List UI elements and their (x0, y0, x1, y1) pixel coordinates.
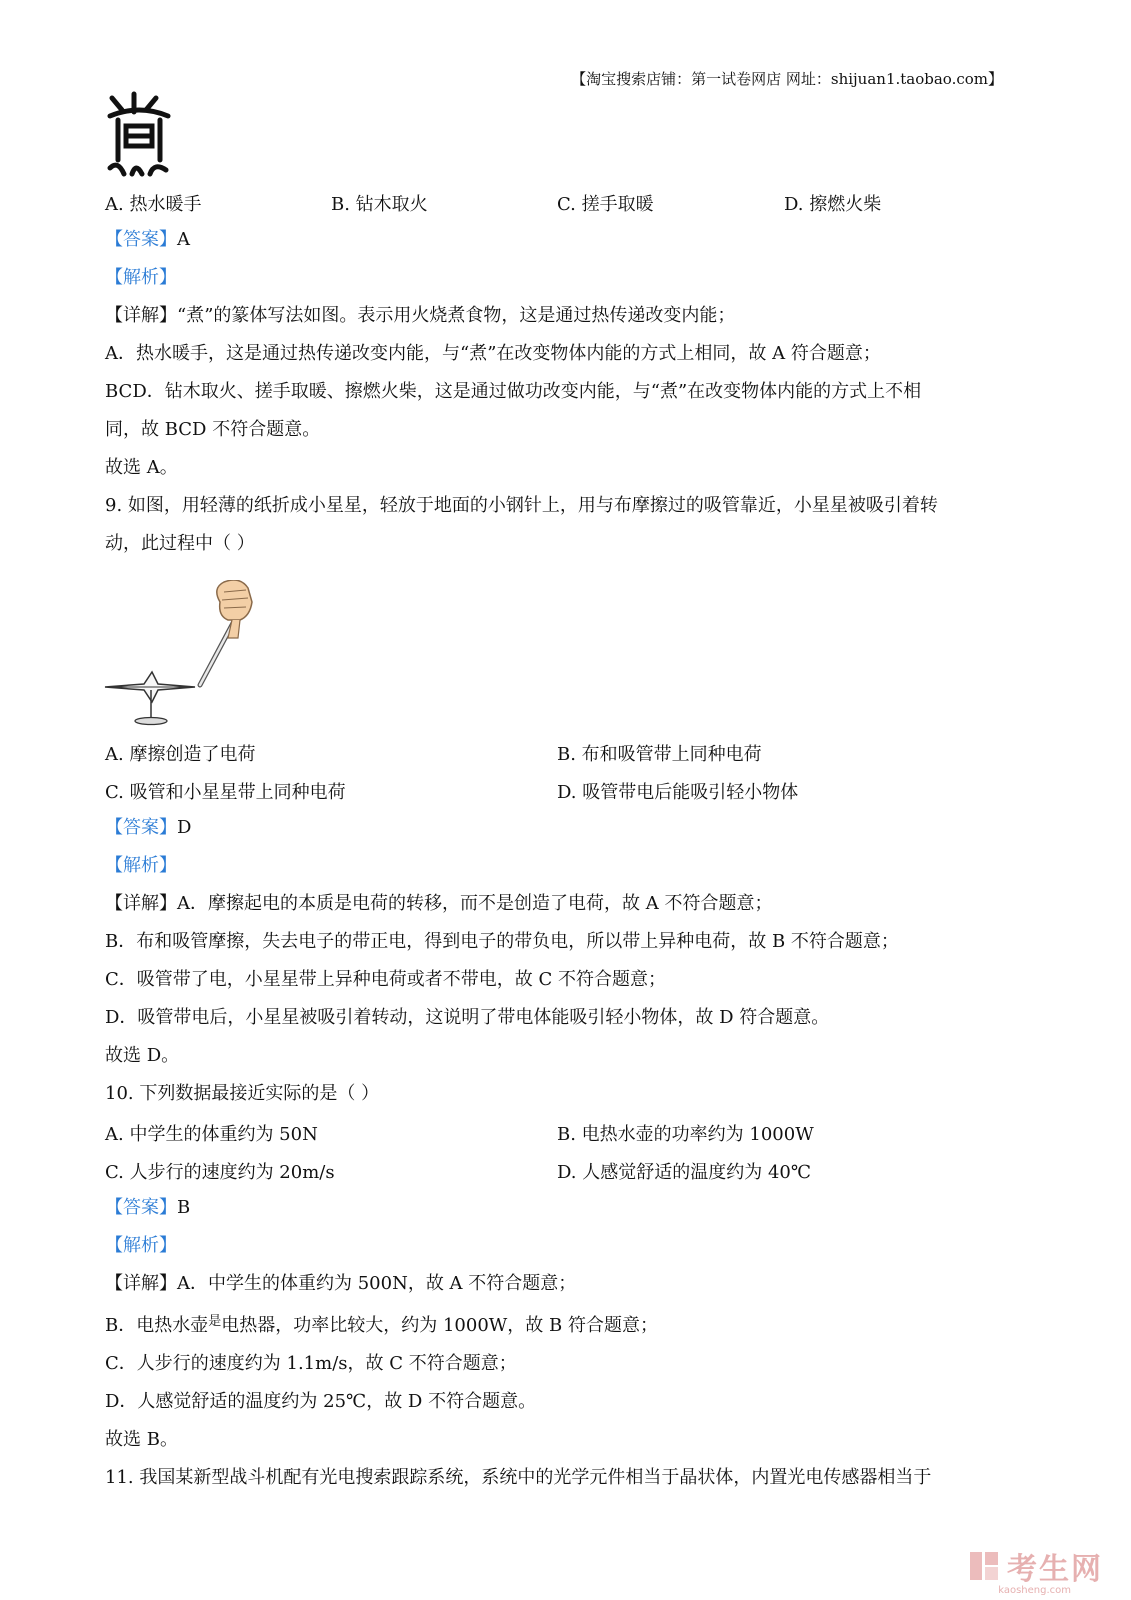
q8-option-a: A. 热水暖手 (105, 194, 202, 215)
q9-stem-1: 9. 如图，用轻薄的纸折成小星星，轻放于地面的小钢针上，用与布摩擦过的吸管靠近，小星星被吸引着转 (105, 495, 938, 516)
q9-option-b: B. 布和吸管带上同种电荷 (557, 744, 762, 765)
q11-stem-1: 11. 我国某新型战斗机配有光电搜索跟踪系统，系统中的光学元件相当于晶状体，内置光电传感器相当于 (105, 1467, 932, 1488)
detail-text: “煮”的篆体写法如图。表示用火烧煮食物，这是通过热传递改变内能； (177, 305, 736, 326)
q8-answer (105, 228, 1003, 252)
answer-value: D (177, 817, 192, 838)
watermark-text: 考生网 (1007, 1552, 1103, 1587)
q10-option-b: B. 电热水壶的功率约为 1000W (557, 1124, 814, 1145)
q9-option-c: C. 吸管和小星星带上同种电荷 (105, 782, 346, 803)
q8-option-b: B. 钻木取火 (331, 194, 428, 215)
q9-analysis (105, 854, 1003, 878)
q10-answer (105, 1196, 1003, 1220)
q10-option-c: C. 人步行的速度约为 20m/s (105, 1162, 335, 1183)
q10-detail-2 (105, 1314, 1003, 1340)
answer-value: B (177, 1197, 191, 1218)
q8-detail-3: BCD．钻木取火、搓手取暖、擦燃火柴，这是通过做功改变内能，与“煮”在改变物体内能的方式上不相 (105, 381, 922, 402)
q9-conclusion: 故选 D。 (105, 1045, 180, 1066)
q8-detail-4: 同，故 BCD 不符合题意。 (105, 419, 321, 440)
q8-option-c: C. 搓手取暖 (557, 194, 654, 215)
seal-script-character-image (104, 90, 174, 180)
page-header: 【淘宝搜索店铺：第一试卷网店 网址：shijuan1.taobao.com】 (571, 70, 1003, 88)
answer-value: A (177, 229, 190, 250)
q10-detail-3: C．人步行的速度约为 1.1m/s，故 C 不符合题意； (105, 1353, 517, 1374)
q9-stem-2: 动，此过程中（ ） (105, 533, 255, 554)
detail-tag: 【详解】 (105, 1273, 177, 1294)
q8-detail-2: A．热水暖手，这是通过热传递改变内能，与“煮”在改变物体内能的方式上相同，故 A 符合题意； (105, 343, 881, 364)
paper-star-straw-figure (100, 580, 270, 730)
answer-tag: 【答案】 (105, 229, 177, 250)
q9-detail-4: D．吸管带电后，小星星被吸引着转动，这说明了带电体能吸引轻小物体，故 D 符合题意。 (105, 1007, 830, 1028)
q10-option-a: A. 中学生的体重约为 50N (105, 1124, 318, 1145)
q9-detail-2: B．布和吸管摩擦，失去电子的带正电，得到电子的带负电，所以带上异种电荷，故 B 不符合题意； (105, 931, 899, 952)
detail-text-a: B．电热水壶 (105, 1315, 209, 1336)
q9-detail-3: C．吸管带了电，小星星带上异种电荷或者不带电，故 C 不符合题意； (105, 969, 666, 990)
q8-conclusion: 故选 A。 (105, 457, 178, 478)
q10-conclusion: 故选 B。 (105, 1429, 178, 1450)
analysis-tag: 【解析】 (105, 267, 177, 288)
q9-detail-1 (105, 892, 1003, 916)
detail-tag: 【详解】 (105, 893, 177, 914)
q9-option-a: A. 摩擦创造了电荷 (105, 744, 256, 765)
detail-text: A．摩擦起电的本质是电荷的转移，而不是创造了电荷，故 A 不符合题意； (177, 893, 773, 914)
q10-detail-4: D．人感觉舒适的温度约为 25℃，故 D 不符合题意。 (105, 1391, 537, 1412)
watermark (969, 1544, 1103, 1588)
q10-stem: 10. 下列数据最接近实际的是（ ） (105, 1083, 380, 1104)
q10-detail-1 (105, 1272, 1003, 1296)
detail-tag: 【详解】 (105, 305, 177, 326)
watermark-url: kaosheng.com (998, 1585, 1071, 1596)
answer-tag: 【答案】 (105, 817, 177, 838)
q8-option-d: D. 擦燃火柴 (784, 194, 882, 215)
analysis-tag: 【解析】 (105, 855, 177, 876)
detail-text: A．中学生的体重约为 500N，故 A 不符合题意； (177, 1273, 577, 1294)
q9-answer (105, 816, 1003, 840)
q8-analysis (105, 266, 1003, 290)
q10-analysis (105, 1234, 1003, 1258)
analysis-tag: 【解析】 (105, 1235, 177, 1256)
q10-option-d: D. 人感觉舒适的温度约为 40℃ (557, 1162, 811, 1183)
answer-tag: 【答案】 (105, 1197, 177, 1218)
hand-icon (217, 580, 252, 638)
detail-text-raised: 是 (208, 1314, 222, 1329)
watermark-logo-icon (969, 1551, 999, 1581)
q8-detail-1 (105, 304, 1003, 328)
q9-option-d: D. 吸管带电后能吸引轻小物体 (557, 782, 799, 803)
detail-text-c: 电热器，功率比较大，约为 1000W，故 B 符合题意； (221, 1315, 658, 1336)
